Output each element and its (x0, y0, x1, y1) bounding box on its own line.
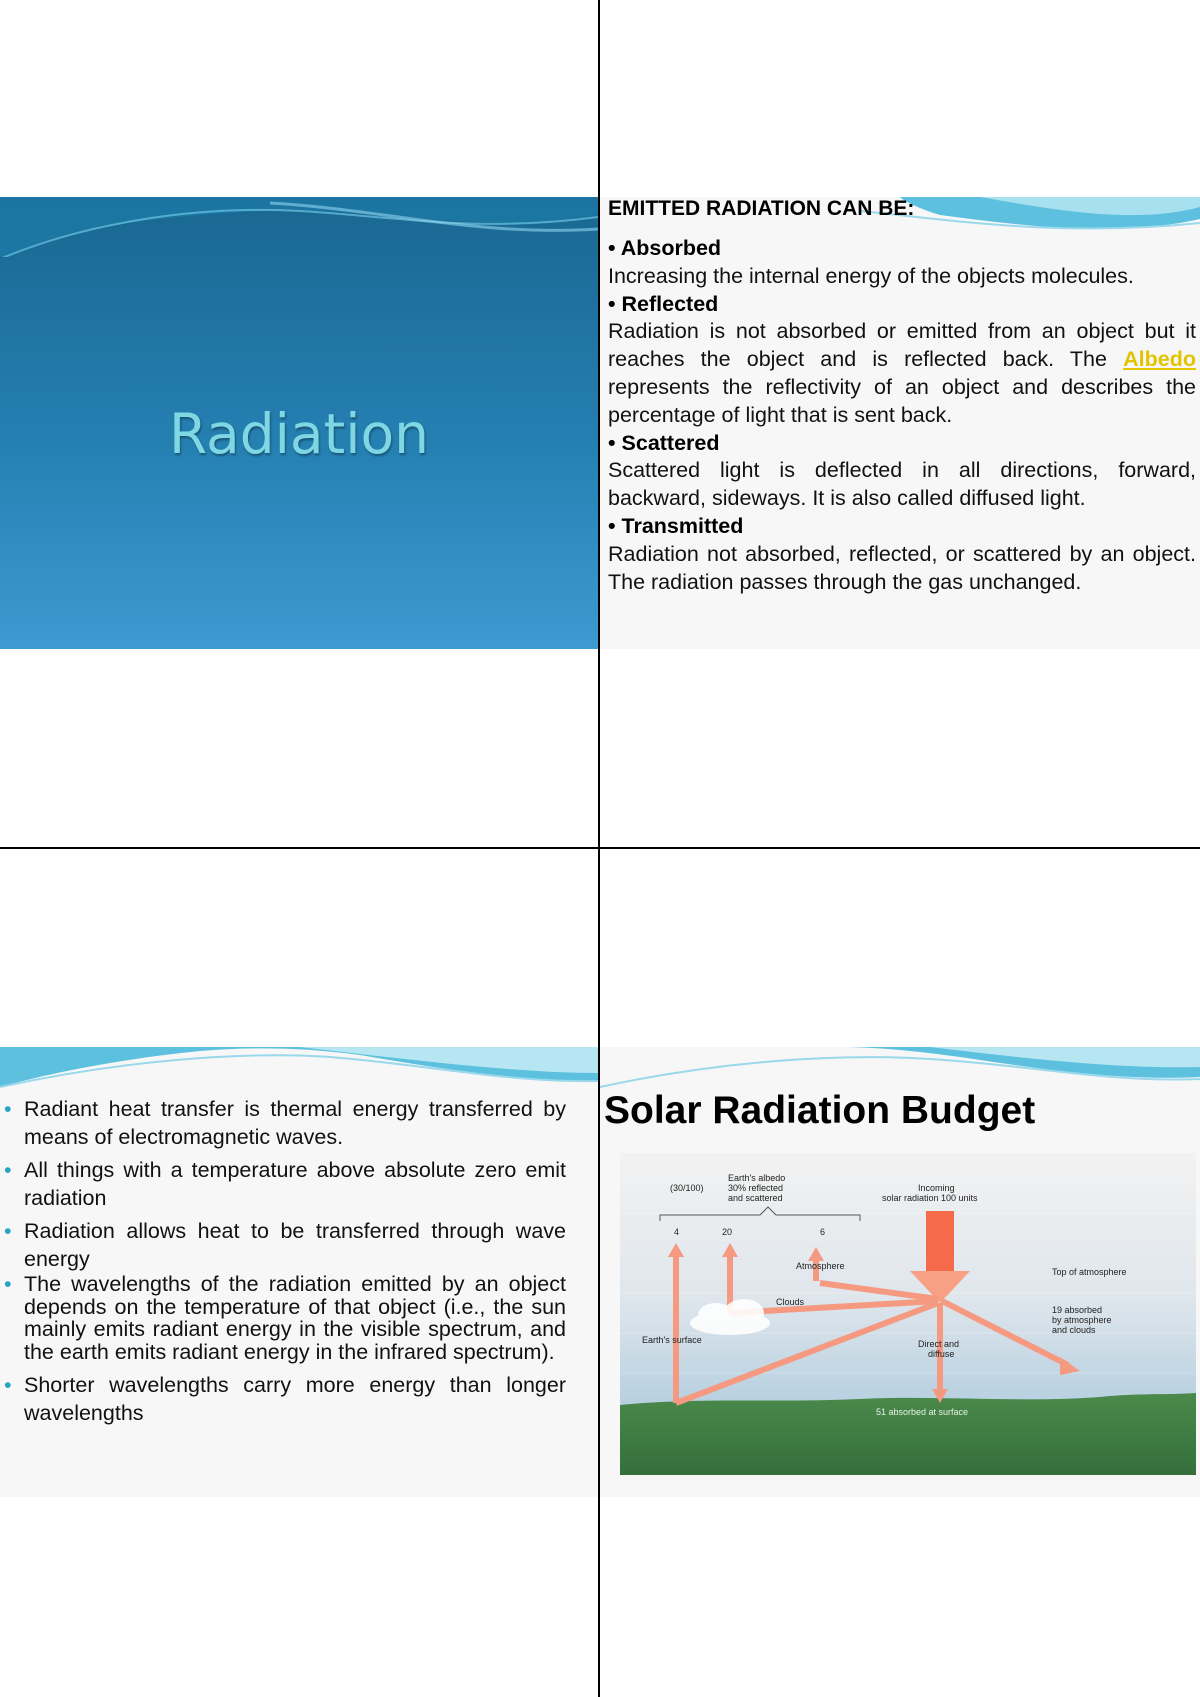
bullet: • (4, 1373, 12, 1397)
slide-title: Solar Radiation Budget (604, 1089, 1036, 1132)
list-item: • The wavelengths of the radiation emitted by an object depends on the temperature of that object (i.e., the sun mainly emits radiant energy in the visible spectrum, and the earth emits radiant energy in the infrared spectrum). (4, 1272, 566, 1364)
earth-surface-label: Earth's surface (642, 1335, 702, 1345)
absorbed-19-label: and clouds (1052, 1325, 1096, 1335)
wave-decoration (0, 197, 598, 257)
bullet: • (608, 513, 616, 538)
list-item: • All things with a temperature above absolute zero emit radiation (4, 1158, 566, 1210)
slide-solar-budget (600, 1047, 1200, 1497)
value-label: 20 (722, 1227, 733, 1237)
top-atmosphere-label: Top of atmosphere (1052, 1267, 1127, 1277)
solar-budget-diagram (620, 1153, 1196, 1475)
slide-radiant-heat (0, 1047, 598, 1497)
albedo-link[interactable]: Albedo (1123, 347, 1196, 372)
ground (620, 1393, 1196, 1475)
section-heading: EMITTED RADIATION CAN BE: (608, 197, 915, 220)
value-label: 6 (820, 1227, 826, 1237)
bullet: • (608, 236, 616, 260)
absorbed-19-label: 19 absorbed (1052, 1305, 1103, 1315)
albedo-label: and scattered (728, 1193, 783, 1203)
list-item: • Radiation allows heat to be transferred through wave energy (4, 1219, 566, 1271)
term-transmitted: • Transmitted (608, 513, 744, 538)
list-item: • Shorter wavelengths carry more energy than longer wavelengths (4, 1373, 566, 1425)
term-absorbed: • Absorbed (608, 236, 722, 260)
direct-diffuse-label: Direct and (918, 1339, 960, 1349)
desc-scattered: Scattered light is deflected in all directions, forward, backward, sideways. It is also called diffused light. (608, 458, 1196, 511)
clouds-label: Clouds (776, 1297, 805, 1307)
incoming-label: Incoming (918, 1183, 955, 1193)
albedo-label: 30% reflected (728, 1183, 784, 1193)
direct-diffuse-label: diffuse (928, 1349, 955, 1359)
desc-reflected: Radiation is not absorbed or emitted from an object but it reaches the object and is reflected back. The Albedo represents the reflectivity of an object and describes the percentage of light that is sent back. (608, 319, 1196, 427)
bullet: • (608, 430, 616, 455)
term-reflected: • Reflected (608, 291, 719, 316)
absorbed-surface-label: 51 absorbed at surface (876, 1407, 969, 1417)
incoming-label: solar radiation 100 units (882, 1193, 978, 1203)
term-scattered: • Scattered (608, 430, 720, 455)
slide-title: Radiation (169, 402, 429, 466)
bullet: • (4, 1097, 12, 1121)
bullet: • (4, 1272, 12, 1296)
albedo-total-label: (30/100) (670, 1183, 704, 1193)
radiation-facts-list (0, 1095, 566, 1427)
bullet: • (4, 1219, 12, 1243)
desc-absorbed: Increasing the internal energy of the objects molecules. (608, 263, 1134, 288)
bullet: • (608, 291, 616, 316)
value-label: 4 (674, 1227, 680, 1237)
atmosphere-label: Atmosphere (796, 1261, 845, 1271)
horizontal-divider (0, 847, 1200, 849)
bullet: • (4, 1158, 12, 1182)
slide-title-radiation (0, 197, 598, 649)
desc-transmitted: Radiation not absorbed, reflected, or scattered by an object. The radiation passes through the gas unchanged. (608, 541, 1196, 594)
radiation-types (608, 235, 1196, 596)
incoming-beam (926, 1211, 954, 1271)
list-item: • Radiant heat transfer is thermal energy transferred by means of electromagnetic waves. (4, 1097, 566, 1149)
slide-emitted-radiation (600, 197, 1200, 649)
absorbed-19-label: by atmosphere (1052, 1315, 1112, 1325)
albedo-label: Earth's albedo (728, 1173, 786, 1183)
